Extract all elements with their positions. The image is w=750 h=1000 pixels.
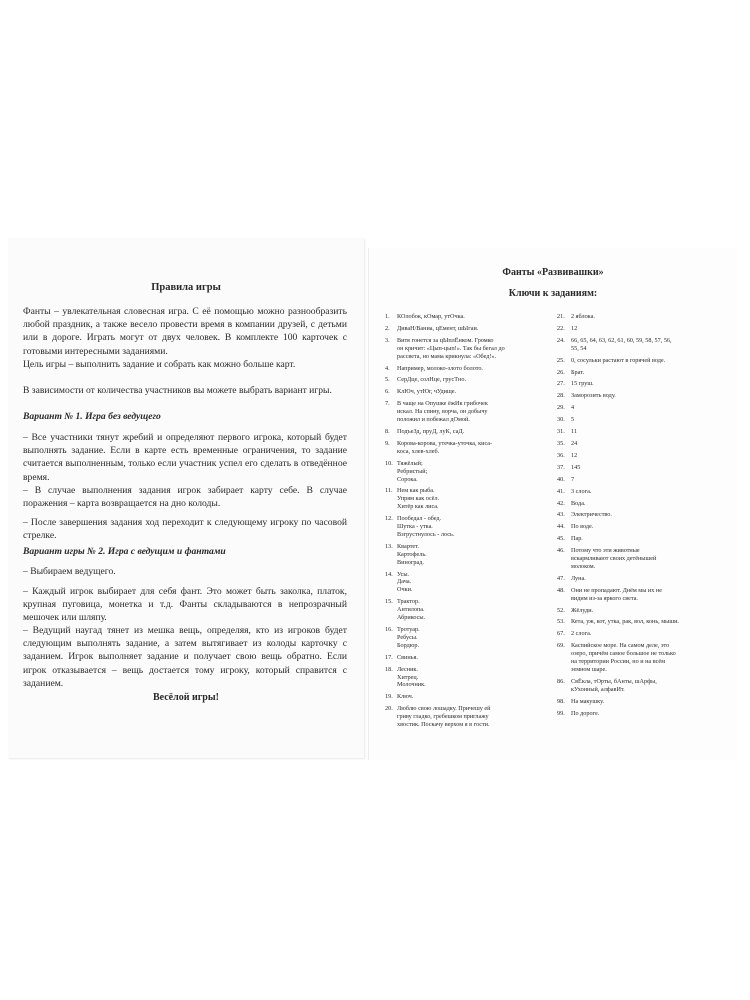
answer-key-item <box>557 535 727 543</box>
answer-number: 2. <box>385 324 390 332</box>
answer-text: 0, сосульки растают в горячей воде. <box>571 356 666 364</box>
answer-text: ПодъеЗд, пруД, луК, саД. <box>397 427 465 435</box>
answer-text: 3 слога. <box>571 487 592 495</box>
answer-text: Они не пропадают. Днём мы их не <box>571 586 662 594</box>
answer-key-item <box>385 313 559 321</box>
answer-text: Люблю свою лошадку. Причешу ей <box>397 705 491 713</box>
answer-key-item <box>557 607 727 615</box>
answer-text: Хитёр как лиса. <box>397 503 439 511</box>
answer-text: Тяжёлый; <box>397 459 423 467</box>
answer-number: 28. <box>557 392 565 400</box>
answer-key-item <box>557 416 727 424</box>
answer-number: 47. <box>557 574 565 582</box>
rules-paragraph: Фанты – увлекательная словесная игра. С её помощью можно разнообразить любой праздник, а также весело провести время в компании друзей, с детьми или в дороге. Играть могут от двух человек. В комплекте 100 карточек с готовыми интересными заданиями. <box>23 306 347 357</box>
answer-text: Луна. <box>571 574 586 582</box>
answer-text: Брат. <box>571 368 585 376</box>
answer-key-item <box>385 337 559 361</box>
answer-text: Трактор. <box>397 598 420 606</box>
answer-number: 14. <box>385 570 393 578</box>
answer-key-item <box>557 575 727 583</box>
answer-key-item <box>557 678 727 694</box>
answer-text: Упрям как осёл. <box>397 495 440 503</box>
answer-text: 55, 54 <box>571 344 587 352</box>
answer-number: 40. <box>557 475 565 483</box>
answer-number: 43. <box>557 511 565 519</box>
answer-text: молоком. <box>571 562 596 570</box>
answer-text: Ключ. <box>397 693 414 701</box>
answer-text: Шутка - утка. <box>397 523 433 531</box>
answer-number: 37. <box>557 463 565 471</box>
answer-text: Ребусы. <box>397 633 418 641</box>
answer-key-item <box>557 630 727 638</box>
answer-key-item <box>557 428 727 436</box>
answer-number: 98. <box>557 697 565 705</box>
answer-number: 11. <box>385 487 393 495</box>
rules-paragraph: – После завершения задания ход переходит к следующему игроку по часовой стрелке. <box>23 517 347 542</box>
answer-number: 13. <box>385 542 393 550</box>
answer-number: 17. <box>385 653 393 661</box>
answer-number: 6. <box>385 388 390 396</box>
answer-text: Потому что эти животные <box>571 547 640 555</box>
answer-text: 11 <box>571 428 577 436</box>
answer-text: гриву гладко, гребешком приглажу <box>397 713 489 721</box>
answer-number: 41. <box>557 487 565 495</box>
answer-text: КлЮч, утЮг, чУдище. <box>397 388 457 396</box>
answer-key-item <box>557 710 727 718</box>
answer-key-item <box>557 547 727 571</box>
answer-text: По дороге. <box>571 709 600 717</box>
answer-text: рассвета, но мама крикнула: «Обед!». <box>397 352 497 360</box>
answer-text: Квартет. <box>397 542 419 550</box>
answer-number: 25. <box>557 356 565 364</box>
answer-text: Лесник. <box>397 665 418 673</box>
answer-text: СерДце, солНце, грусТно. <box>397 376 467 384</box>
answer-text: По воде. <box>571 523 594 531</box>
closing-line: Весёлой игры! <box>153 692 219 703</box>
answer-key-item <box>385 626 559 650</box>
answer-key-item <box>385 654 559 662</box>
answer-number: 29. <box>557 404 565 412</box>
answer-text: Картофель. <box>397 550 427 558</box>
answer-key-item <box>385 376 559 384</box>
answer-text: Нем как рыба. <box>397 487 435 495</box>
answer-text: На макушку. <box>571 697 605 705</box>
answer-number: 46. <box>557 547 565 555</box>
answer-text: 145 <box>571 463 581 471</box>
answer-number: 26. <box>557 368 565 376</box>
answer-text: коса, хлев-хлеб. <box>397 447 440 455</box>
answer-text: Взгрустнулось - лось. <box>397 530 455 538</box>
answer-number: 52. <box>557 606 565 614</box>
answer-key-item <box>557 587 727 603</box>
answer-text: озеро, причём самое большое не только <box>571 650 676 658</box>
answer-number: 3. <box>385 336 390 344</box>
answer-key-item <box>385 400 559 424</box>
answer-key-item <box>557 440 727 448</box>
answer-key-item <box>557 392 727 400</box>
answer-number: 7. <box>385 400 390 408</box>
answer-text: Бордюр. <box>397 641 420 649</box>
answer-text: вскармливают своих детёнышей <box>571 555 657 563</box>
answer-key-item <box>385 598 559 622</box>
answer-text: СвЁкла, тОрты, бАнты, шАрфы, <box>571 677 657 685</box>
rules-paragraph: Цель игры – выполнить задание и собрать как можно больше карт. <box>23 359 296 370</box>
answer-number: 24. <box>557 336 565 344</box>
answer-text: 2 яблока. <box>571 313 595 320</box>
answer-text: Ребристый; <box>397 467 428 475</box>
answer-number: 69. <box>557 642 565 650</box>
answer-key-item <box>557 313 727 321</box>
answer-number: 36. <box>557 451 565 459</box>
answer-text: искал. На спину, ворча, он добычу <box>397 408 488 416</box>
answer-text: 24 <box>571 439 578 447</box>
answer-text: ДиваН/Ваниа, цЕмент, шЫгаи. <box>397 324 479 332</box>
rules-page <box>8 238 364 758</box>
answer-text: Тротуар. <box>397 626 420 633</box>
answer-text: Кета, уж, кот, утка, рак, вол, конь, мыши. <box>571 618 679 626</box>
answer-text: Пообедал - обед. <box>397 515 442 523</box>
answer-key-item <box>385 365 559 373</box>
answer-key-item <box>385 693 559 701</box>
answer-text: Пар. <box>571 535 583 543</box>
answer-text: Очки. <box>397 586 413 594</box>
answer-key-item <box>385 487 559 511</box>
answer-key-item <box>557 511 727 519</box>
answer-number: 5. <box>385 376 390 384</box>
answer-text: Молочник. <box>397 681 426 689</box>
answer-text: Сорока. <box>397 475 418 483</box>
answer-text: 12 <box>571 324 578 332</box>
answer-number: 15. <box>385 598 393 606</box>
answer-key-item <box>557 325 727 333</box>
answer-text: Хитрец. <box>397 673 419 681</box>
answer-key-item <box>385 440 559 456</box>
answer-key-item <box>385 705 559 729</box>
answer-key-item <box>385 460 559 484</box>
answer-text: Вода. <box>571 499 586 507</box>
section-heading: Вариант № 1. Игра без ведущего <box>23 411 161 422</box>
keys-title: Фанты «Развивашки» <box>502 267 604 278</box>
answer-text: Свинья. <box>397 653 418 661</box>
answer-text: земном шаре. <box>571 666 607 673</box>
answer-key-item <box>557 464 727 472</box>
answer-text: В чаще на Опушке ёжИк грибочек <box>397 400 488 408</box>
answer-number: 27. <box>557 380 565 388</box>
answer-key-item <box>557 523 727 531</box>
answer-number: 31. <box>557 428 565 436</box>
answer-text: 7 <box>571 475 575 483</box>
answer-number: 22. <box>557 324 565 332</box>
rules-paragraph: – В случае выполнения задания игрок забирает карту себе. В случае поражения – карта возвращается на дно колоды. <box>23 485 347 510</box>
answer-text: кУхонный, алфавИт. <box>571 685 625 693</box>
answer-text: 15 груш. <box>571 380 594 388</box>
answer-number: 10. <box>385 459 393 467</box>
answer-number: 30. <box>557 416 565 424</box>
answer-key-item <box>557 476 727 484</box>
answer-text: Виноград. <box>397 558 424 566</box>
answer-number: 4. <box>385 364 390 372</box>
answer-number: 19. <box>385 693 393 701</box>
rules-paragraph: В зависимости от количества участников вы можете выбрать вариант игры. <box>23 385 332 396</box>
keys-subtitle: Ключи к заданиям: <box>508 288 598 299</box>
answer-key-item <box>557 357 727 365</box>
answer-number: 9. <box>385 439 390 447</box>
answer-text: Например, молоко-злото болото. <box>397 364 483 372</box>
answer-text: Абрикосы. <box>397 614 426 622</box>
answer-keys-page <box>368 248 737 760</box>
answer-number: 67. <box>557 630 565 638</box>
rules-paragraph: – Все участники тянут жребий и определяют первого игрока, который будет выполнять задание. Если в карте есть временные ограничения, то задание считается выполненным, только если участник успел его сделать в отведённое время. <box>23 432 347 483</box>
keys-column-left <box>385 313 559 733</box>
answer-number: 35. <box>557 439 565 447</box>
answer-text: 12 <box>571 451 578 459</box>
answer-number: 42. <box>557 499 565 507</box>
answer-key-item <box>385 515 559 539</box>
answer-key-item <box>385 388 559 396</box>
answer-text: 5 <box>571 416 575 424</box>
answer-key-item <box>557 642 727 674</box>
answer-text: Заморозить воду. <box>571 392 616 400</box>
answer-number: 20. <box>385 705 393 713</box>
answer-key-item <box>385 571 559 595</box>
answer-key-item <box>385 428 559 436</box>
answer-number: 99. <box>557 709 565 717</box>
answer-number: 8. <box>385 427 390 435</box>
answer-key-item <box>557 452 727 460</box>
answer-key-item <box>557 404 727 412</box>
answer-number: 12. <box>385 515 393 523</box>
answer-key-item <box>385 325 559 333</box>
answer-key-item <box>557 380 727 388</box>
answer-text: Электричество. <box>571 511 612 519</box>
answer-key-item <box>385 543 559 567</box>
answer-text: хвостик. Поскачу верхом я в гости. <box>397 721 490 729</box>
answer-text: Усы. <box>397 570 410 578</box>
answer-key-item <box>557 337 727 353</box>
answer-text: 2 слога. <box>571 630 592 638</box>
answer-text: Антилопа. <box>397 606 425 614</box>
answer-text: он кричит: «Цып-цып!». Так бы бегал до <box>397 344 505 352</box>
answer-key-item <box>557 618 727 626</box>
keys-column-right <box>557 313 727 722</box>
answer-text: Витя гонется за цЫплЁнком. Громко <box>397 336 494 344</box>
answer-number: 48. <box>557 586 565 594</box>
answer-key-item <box>557 369 727 377</box>
rules-title: Правила игры <box>151 282 221 293</box>
answer-number: 18. <box>385 665 393 673</box>
answer-text: КОлобок, кОмар, утОчка. <box>397 313 465 320</box>
answer-key-item <box>557 698 727 706</box>
answer-text: видим из-за яркого света. <box>571 594 638 602</box>
answer-number: 21. <box>557 313 565 320</box>
answer-text: положил и побежал дОмой. <box>397 416 470 424</box>
answer-number: 45. <box>557 535 565 543</box>
answer-text: Жёлуди. <box>571 606 594 614</box>
answer-key-item <box>557 500 727 508</box>
answer-text: Дача. <box>397 578 412 586</box>
rules-paragraph: – Каждый игрок выбирает для себя фант. Это может быть заколка, платок, крупная пуговица, монетка и т.д. Фанты складываются в непрозрачный мешочек или шляпу. <box>23 586 347 624</box>
rules-paragraph: – Выбираем ведущего. <box>23 566 116 577</box>
answer-number: 44. <box>557 523 565 531</box>
section-heading: Вариант игры № 2. Игра с ведущим и фантами <box>23 546 226 557</box>
answer-key-item <box>385 666 559 690</box>
answer-number: 16. <box>385 626 393 633</box>
answer-number: 86. <box>557 677 565 685</box>
answer-key-item <box>557 488 727 496</box>
answer-text: 66, 65, 64, 63, 62, 61, 60, 59, 58, 57, 56, <box>571 336 672 344</box>
answer-number: 1. <box>385 313 390 320</box>
answer-text: 4 <box>571 404 575 412</box>
answer-text: на территории России, но и на всём <box>571 658 665 666</box>
answer-text: Корова-корова, утечка-уточка, киса- <box>397 439 493 447</box>
rules-paragraph: – Ведущий наугад тянет из мешка вещь, определяя, кто из игроков будет следующим выполнять задание, а затем вытягивает из колоды карточку с заданием. Игрок выполняет задание и получает свою вещь обратно. Если игрок отказывается – вещь достается тому игроку, который справится с заданием. <box>23 625 347 689</box>
answer-text: Каспийское море. На самом деле, это <box>571 642 670 650</box>
answer-number: 53. <box>557 618 565 626</box>
